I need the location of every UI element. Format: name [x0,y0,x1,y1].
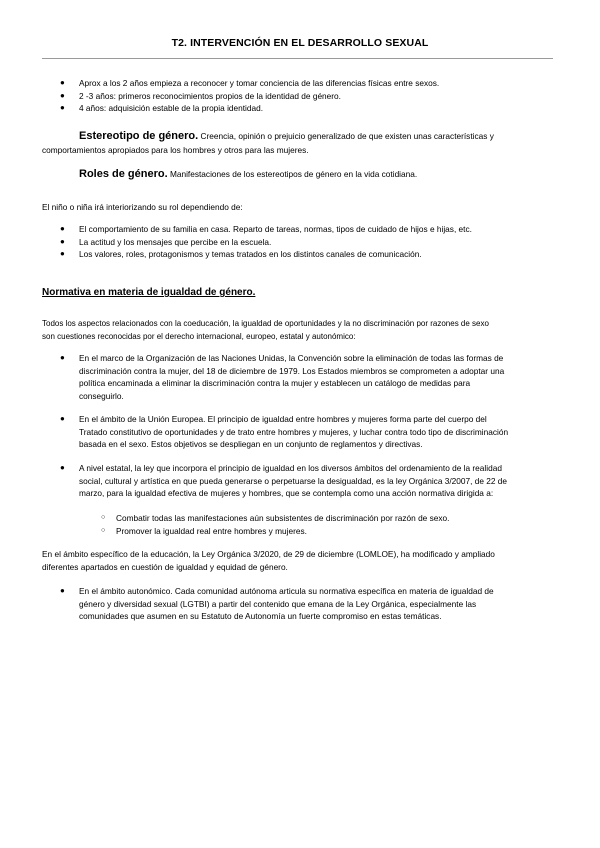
list-item: ○ Combatir todas las manifestaciones aún subsistentes de discriminación por razón de sexo. [101,513,450,523]
list-item: ● El comportamiento de su familia en casa. Reparto de tareas, normas, tipos de cuidado de hijos e hijas, etc. [60,224,472,234]
list-item: ○ Promover la igualdad real entre hombres y mujeres. [101,525,307,536]
factors-list [60,223,559,261]
bullet-icon: ● [60,78,65,87]
bullet-icon: ● [60,90,65,100]
bullet-icon: ● [60,414,65,423]
bullet-icon: ● [60,236,65,246]
roles-text: Manifestaciones de los estereotipos de género en la vida cotidiana. [169,169,418,179]
norm-eu [60,413,559,451]
education-paragraph: En el ámbito específico de la educación, la Ley Orgánica 3/2020, de 29 de diciembre (LOMLOE), ha modificado y ampliado diferentes apartados en cuestión de igualdad y equidad de género. [42,549,495,572]
list-item: ● A nivel estatal, la ley que incorpora el principio de igualdad en los diversos ámbitos del ordenamiento de la realidad social, cultural y artística en que pueda generarse o perpetuarse la desigualdad, es la ley Orgánica 3/2007, de 22 de marzo, para la igualdad efectiva de mujeres y hombres, que se contempla como una acción normativa dirigida a: [60,463,508,498]
list-item: ● Los valores, roles, protagonismos y temas tratados en los distintos canales de comunicación. [60,249,422,259]
circle-bullet-icon: ○ [101,514,106,521]
stereotype-term: Estereotipo de género. [79,130,199,142]
norm-un [60,352,559,402]
list-item: ● 2 -3 años: primeros reconocimientos propios de la identidad de género. [60,90,341,101]
list-item: ● Aprox a los 2 años empieza a reconocer y tomar conciencia de las diferencias físicas entre sexos. [60,78,440,88]
bullet-icon: ● [60,249,65,258]
bullet-icon: ● [60,586,65,595]
stereotype-text: Creencia, opinión o prejuicio generalizado de que existen unas características y [200,131,494,141]
norm-autonomic [60,585,559,623]
bullet-icon: ● [60,353,65,362]
list-item: ● La actitud y los mensajes que percibe en la escuela. [60,236,272,247]
list-item: ● 4 años: adquisición estable de la propia identidad. [60,103,264,113]
list-item: ● En el ámbito autonómico. Cada comunidad autónoma articula su normativa específica en materia de igualdad de género y diversidad sexual (LGTBI) a partir del contenido que emana de la Ley Orgánica, especialmente las comunidades que asumen en su Estatuto de Autonomía un fuerte compromiso en estas temáticas. [60,586,494,621]
roles-term: Roles de género. [79,168,168,180]
section-title: Normativa en materia de igualdad de género. [42,287,256,298]
list-item: ● En el ámbito de la Unión Europea. El principio de igualdad entre hombres y mujeres forma parte del cuerpo del Tratado constitutivo de oportunidades y de trato entre hombres y mujeres, y luchar contra todo tipo de discriminación basada en el sexo. Estos objetivos se despliegan en un conjunto de reglamentos y directivas. [60,414,509,449]
header-divider [42,58,553,59]
bullet-icon: ● [60,224,65,233]
stereotype-definition-cont: comportamientos apropiados para los hombres y otros para las mujeres. [42,145,309,155]
page-title: T2. INTERVENCIÓN EN EL DESARROLLO SEXUAL [171,37,429,49]
state-objectives-list [101,512,556,537]
stereotype-definition [79,130,559,143]
bullet-icon: ● [60,103,65,112]
bullet-icon: ● [60,463,65,472]
circle-bullet-icon: ○ [101,526,106,534]
norm-state [60,462,559,500]
internalize-intro: El niño o niña irá interiorizando su rol dependiendo de: [42,202,243,212]
ages-list [60,77,559,115]
roles-definition [79,168,559,181]
list-item: ● En el marco de la Organización de las Naciones Unidas, la Convención sobre la eliminación de todas las formas de discriminación contra la mujer, del 18 de diciembre de 1979. Los Estados miembros se comprometen a adoptar una política encaminada a eliminar la discriminación contra la mujer y establecen un catálogo de medidas para conseguirlo. [60,353,505,401]
section-intro: Todos los aspectos relacionados con la coeducación, la igualdad de oportunidades y la no discriminación por razones de sexo son cuestiones reconocidas por el derecho internacional, europeo, estatal y autonómico: [42,319,489,341]
